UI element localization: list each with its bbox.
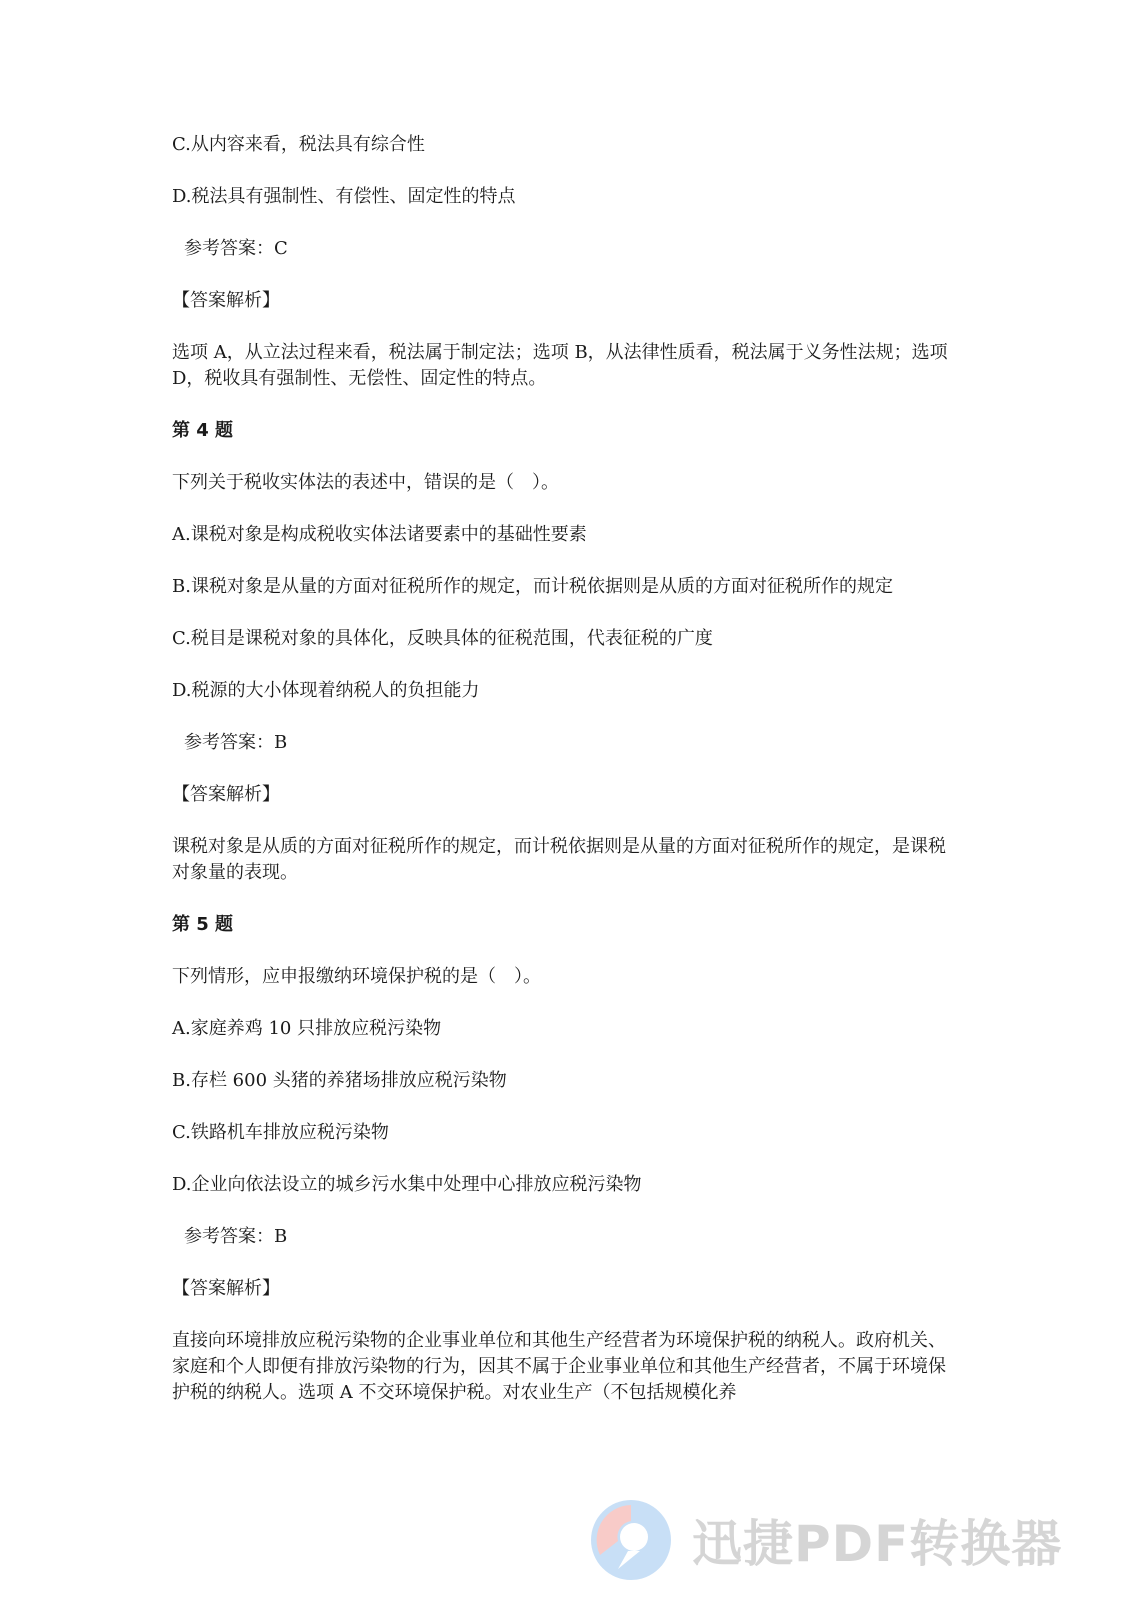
q4-answer: 参考答案：B — [184, 732, 288, 753]
q4-option-a: A.课税对象是构成税收实体法诸要素中的基础性要素 — [172, 524, 587, 545]
q5-answer: 参考答案：B — [184, 1226, 288, 1247]
q4-option-c: C.税目是课税对象的具体化，反映具体的征税范围，代表征税的广度 — [172, 628, 713, 649]
q3-option-d: D.税法具有强制性、有偿性、固定性的特点 — [172, 186, 516, 207]
q3-analysis-title: 【答案解析】 — [172, 290, 280, 311]
q5-analysis: 直接向环境排放应税污染物的企业事业单位和其他生产经营者为环境保护税的纳税人。政府机关、家庭和个人即便有排放污染物的行为，因其不属于企业事业单位和其他生产经营者，不属于环境保护税的纳税人。选项 A 不交环境保护税。对农业生产（不包括规模化养 — [172, 1330, 946, 1403]
watermark-text: 迅捷PDF转换器 — [692, 1515, 1063, 1573]
q5-option-b: B.存栏 600 头猪的养猪场排放应税污染物 — [172, 1070, 507, 1091]
q5-option-d: D.企业向依法设立的城乡污水集中处理中心排放应税污染物 — [172, 1174, 642, 1195]
q4-option-b: B.课税对象是从量的方面对征税所作的规定，而计税依据则是从质的方面对征税所作的规定 — [172, 576, 893, 597]
q5-option-a: A.家庭养鸡 10 只排放应税污染物 — [172, 1018, 442, 1039]
q3-option-c: C.从内容来看，税法具有综合性 — [172, 134, 425, 155]
q5-title: 第 5 题 — [172, 914, 234, 935]
q4-analysis-title: 【答案解析】 — [172, 784, 280, 805]
watermark — [588, 1492, 1108, 1588]
q5-analysis-title: 【答案解析】 — [172, 1278, 280, 1299]
q5-option-c: C.铁路机车排放应税污染物 — [172, 1122, 389, 1143]
q5-question: 下列情形，应申报缴纳环境保护税的是（ ）。 — [172, 966, 541, 987]
q4-analysis: 课税对象是从质的方面对征税所作的规定，而计税依据则是从量的方面对征税所作的规定，是课税对象量的表现。 — [172, 836, 946, 883]
q4-title: 第 4 题 — [172, 420, 234, 441]
converter-logo-icon — [588, 1497, 674, 1583]
q4-option-d: D.税源的大小体现着纳税人的负担能力 — [172, 680, 480, 701]
q3-answer: 参考答案：C — [184, 238, 288, 259]
q3-analysis: 选项 A，从立法过程来看，税法属于制定法；选项 B，从法律性质看，税法属于义务性法规；选项 D，税收具有强制性、无偿性、固定性的特点。 — [172, 342, 948, 389]
document-page — [172, 132, 962, 1432]
q4-question: 下列关于税收实体法的表述中，错误的是（ ）。 — [172, 472, 559, 493]
